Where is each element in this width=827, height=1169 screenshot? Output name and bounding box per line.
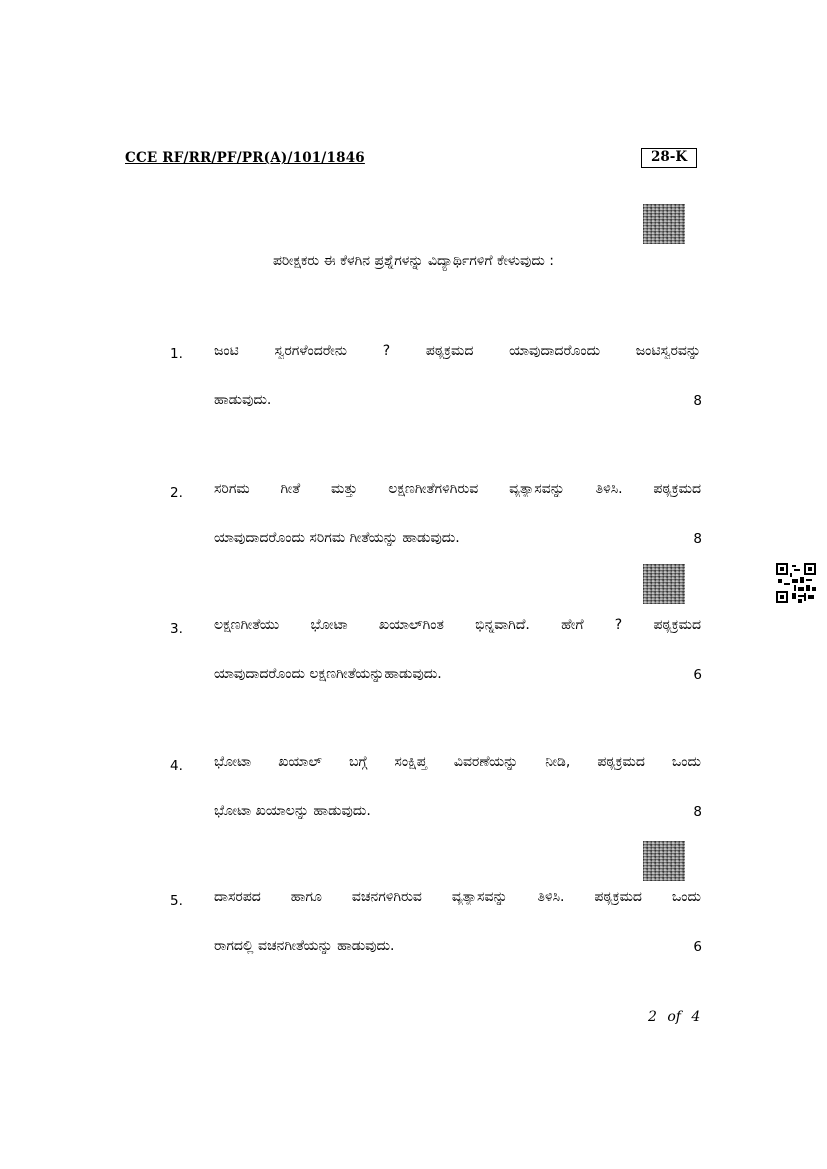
question-paper-code: CCE RF/RR/PF/PR(A)/101/1846 — [125, 150, 365, 166]
question-number: 3. — [170, 621, 183, 637]
question-marks: 8 — [693, 393, 702, 409]
qr-code-icon — [776, 563, 816, 603]
question-marks: 6 — [693, 939, 702, 955]
question-text-continued: ಯಾವುದಾದರೊಂದು ಸರಿಗಮ ಗೀತೆಯನ್ನು ಹಾಡುವುದು. — [214, 530, 460, 546]
question-text-continued: ಭೋಟಾ ಖಯಾಲನ್ನು ಹಾಡುವುದು. — [214, 803, 371, 819]
examiner-instruction: ಪರೀಕ್ಷಕರು ಈ ಕೆಳಗಿನ ಪ್ರಶ್ನೆಗಳನ್ನು ವಿದ್ಯಾರ್ಥಿಗಳಿಗೆ ಕೇಳುವುದು : — [272, 253, 555, 269]
question-text: ದಾಸರಪದ ಹಾಗೂ ವಚನಗಳಿಗಿರುವ ವ್ಯತ್ಯಾಸವನ್ನು ತಿಳಿಸಿ. ಪಠ್ಯಕ್ರಮದ ಒಂದು — [214, 889, 701, 905]
question-number: 4. — [170, 758, 183, 774]
question-text: ಲಕ್ಷಣಗೀತೆಯು ಭೋಟಾ ಖಯಾಲ್‌ಗಿಂತ ಭಿನ್ನವಾಗಿದೆ. ಹೇಗೆ ? ಪಠ್ಯಕ್ರಮದ — [214, 617, 701, 633]
scan-noise-patch — [643, 564, 685, 604]
question-marks: 8 — [693, 804, 702, 820]
question-text-continued: ಯಾವುದಾದರೊಂದು ಲಕ್ಷಣಗೀತೆಯನ್ನುಹಾಡುವುದು. — [214, 666, 442, 682]
question-marks: 6 — [693, 667, 702, 683]
question-text-continued: ರಾಗದಲ್ಲಿ ವಚನಗೀತೆಯನ್ನು ಹಾಡುವುದು. — [214, 938, 395, 954]
subject-code-box: 28-K — [641, 148, 697, 168]
question-number: 5. — [170, 893, 183, 909]
question-text-continued: ಹಾಡುವುದು. — [214, 392, 272, 408]
scan-noise-patch — [643, 204, 685, 244]
question-number: 2. — [170, 485, 183, 501]
question-text: ಭೋಟಾ ಖಯಾಲ್ ಬಗ್ಗೆ ಸಂಕ್ಷಿಪ್ತ ವಿವರಣೆಯನ್ನು ನೀಡಿ, ಪಠ್ಯಕ್ರಮದ ಒಂದು — [214, 754, 701, 770]
question-text: ಸರಿಗಮ ಗೀತೆ ಮತ್ತು ಲಕ್ಷಣಗೀತೆಗಳಿಗಿರುವ ವ್ಯತ್ಯಾಸವನ್ನು ತಿಳಿಸಿ. ಪಠ್ಯಕ್ರಮದ — [214, 481, 701, 497]
question-number: 1. — [170, 346, 183, 362]
page-number: 2 of 4 — [648, 1009, 701, 1025]
question-text: ಜಂಟಿ ಸ್ವರಗಳೆಂದರೇನು ? ಪಠ್ಯಕ್ರಮದ ಯಾವುದಾದರೊಂದು ಜಂಟಿಸ್ವರವನ್ನು — [214, 343, 701, 359]
question-marks: 8 — [693, 531, 702, 547]
scan-noise-patch — [643, 841, 685, 881]
